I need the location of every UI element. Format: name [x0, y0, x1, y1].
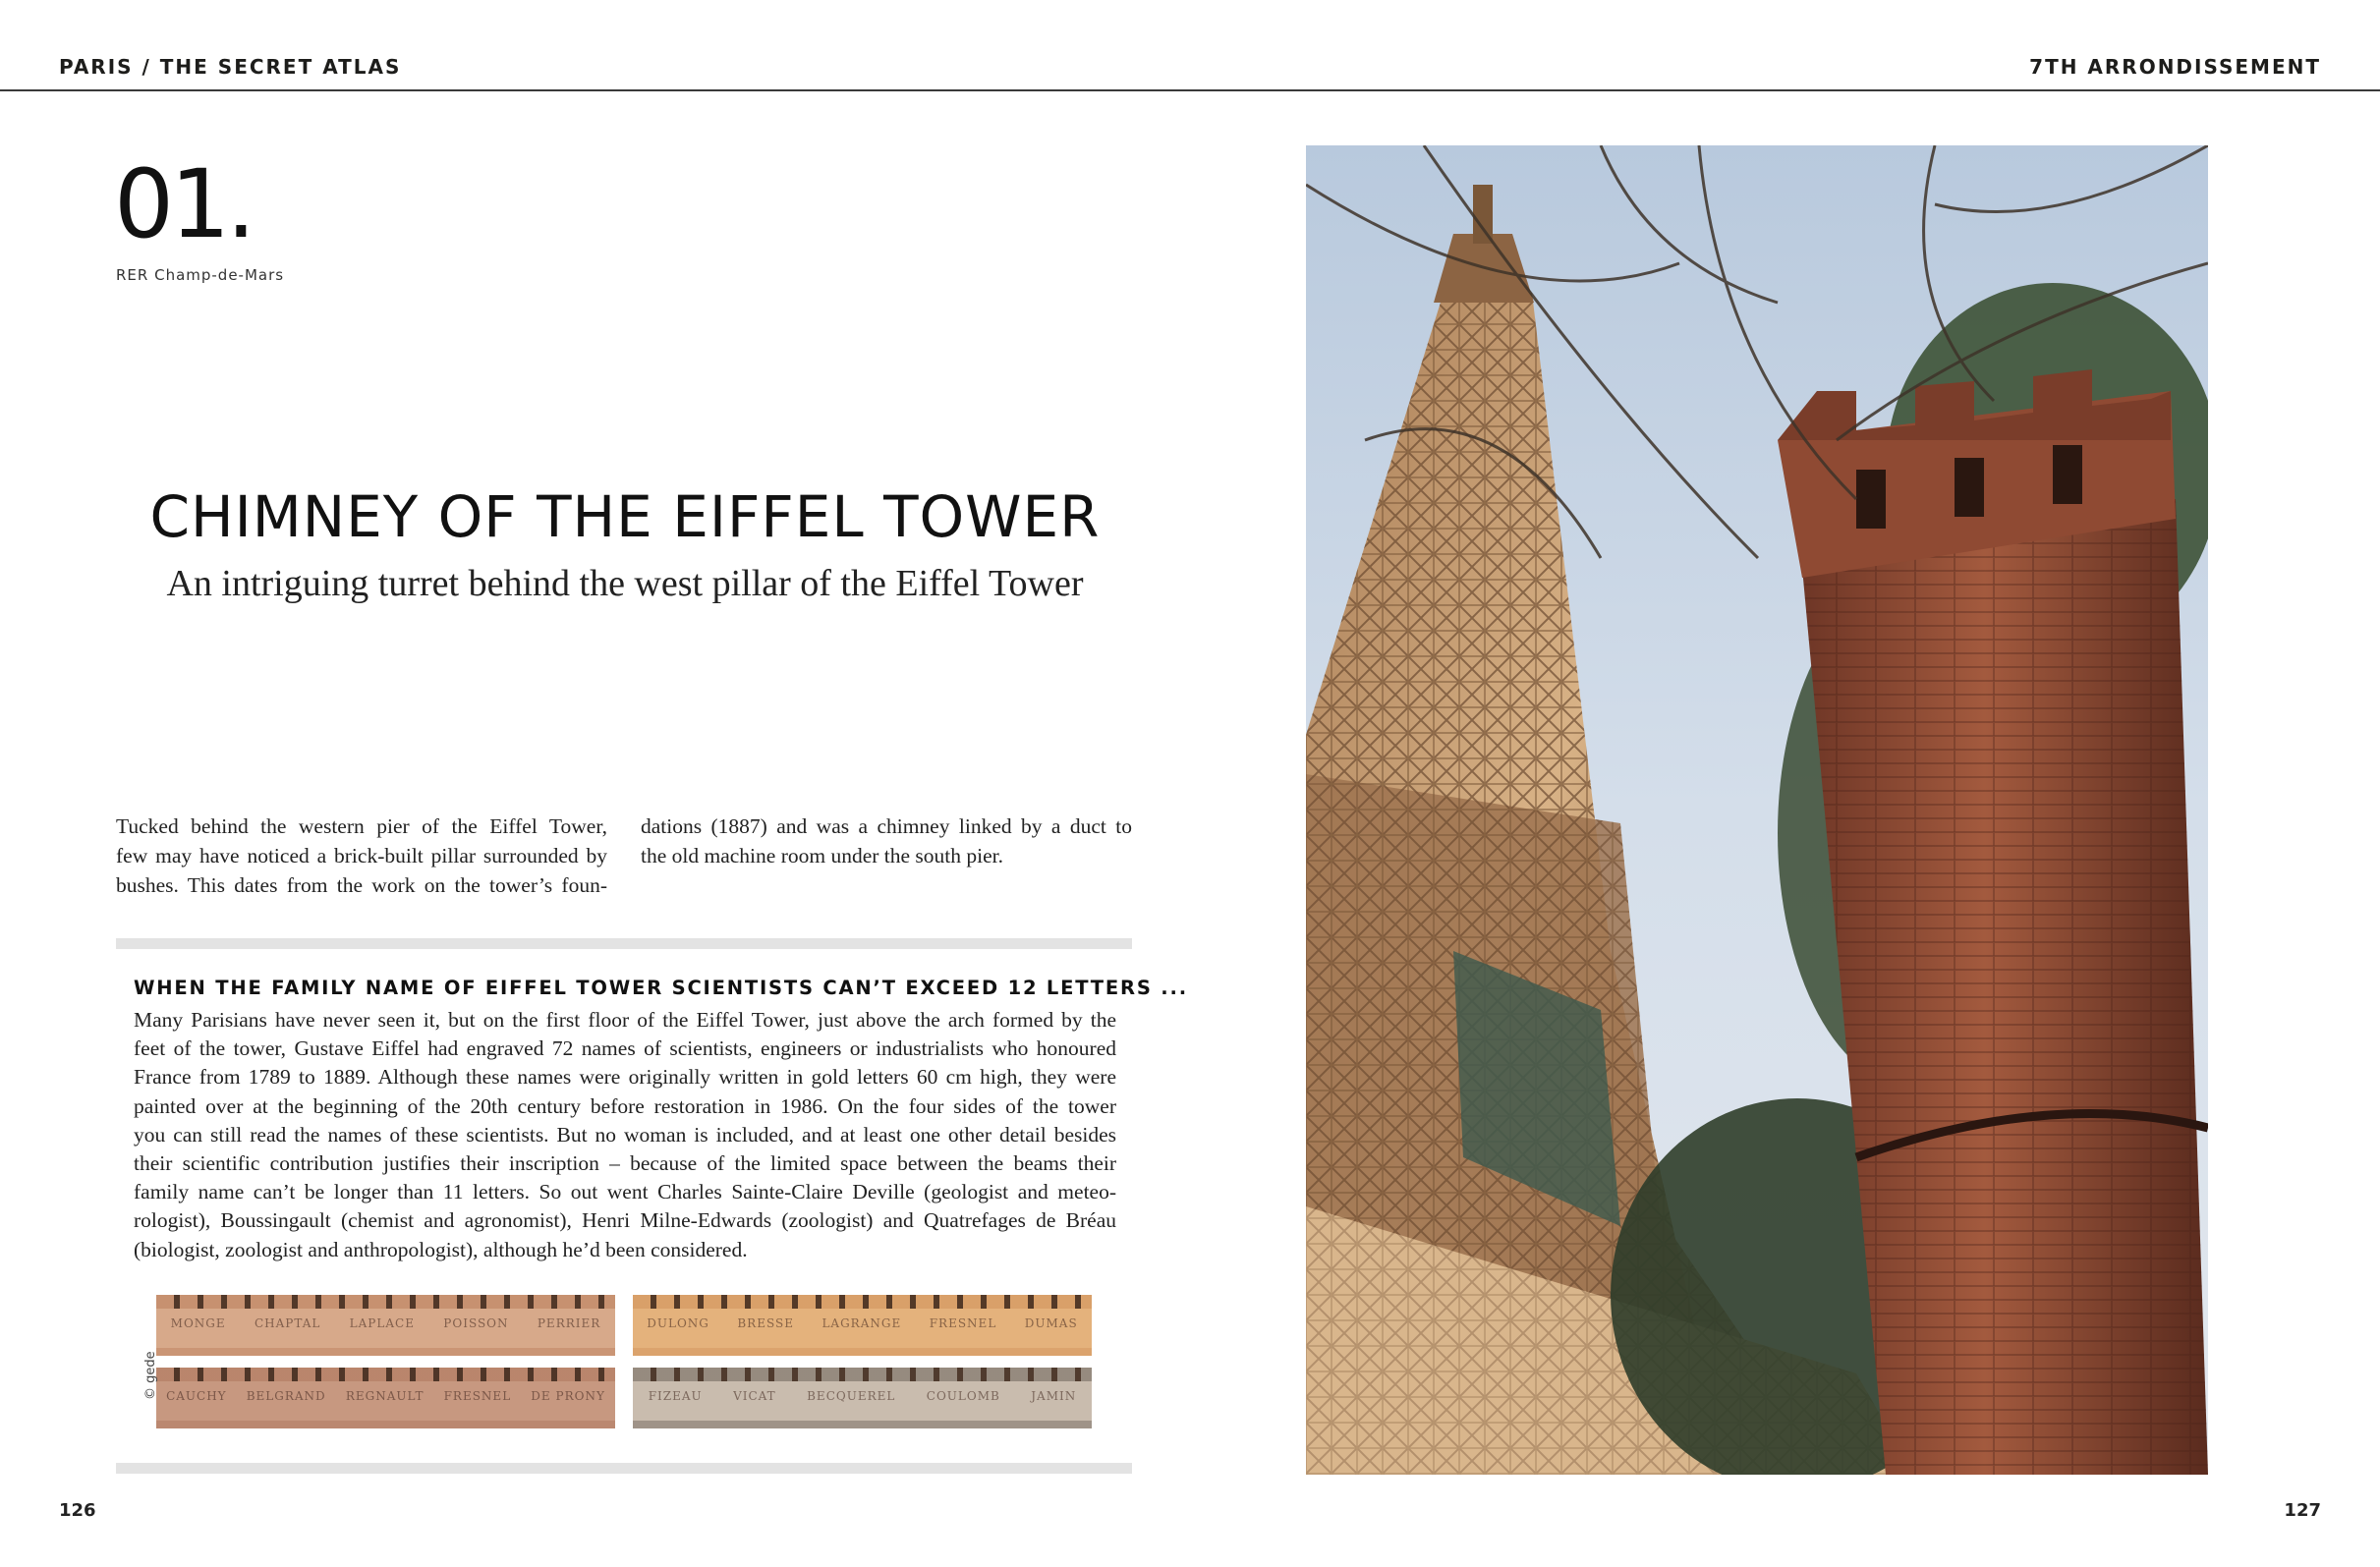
body-column-1: [116, 811, 607, 900]
box-line: (biologist, zoologist and anthropologist), although he’d been considered.: [134, 1237, 748, 1261]
box-heading: WHEN THE FAMILY NAME OF EIFFEL TOWER SCIENTISTS CAN’T EXCEED 12 LETTERS ...: [134, 977, 1188, 999]
engraved-name: BECQUEREL: [807, 1389, 896, 1403]
box-line: their scientific contribution justifies their inscription – because of the limited space between the beams their: [134, 1151, 1116, 1176]
engraved-name: VICAT: [733, 1389, 776, 1403]
box-line: you can still read the names of these scientists. But no woman is included, and at least one other detail besides: [134, 1122, 1116, 1147]
folio-right: 127: [2284, 1500, 2321, 1521]
box-line: Many Parisians have never seen it, but on the first floor of the Eiffel Tower, just above the arch formed by the: [134, 1008, 1116, 1032]
engraving-photo: [156, 1295, 615, 1356]
engraved-name: DUMAS: [1024, 1316, 1078, 1330]
page-subtitle: An intriguing turret behind the west pillar of the Eiffel Tower: [166, 563, 1084, 604]
engraved-name: DULONG: [647, 1316, 709, 1330]
body-column-2: [641, 811, 1132, 870]
header-rule: [0, 89, 2380, 91]
engraved-name: CAUCHY: [166, 1389, 227, 1403]
folio-left: 126: [59, 1500, 96, 1521]
engraved-name: JAMIN: [1031, 1389, 1077, 1403]
photo-credit: © gede: [143, 1351, 158, 1400]
engraved-name: FRESNEL: [929, 1316, 997, 1330]
box-body: [134, 1006, 1116, 1264]
body-line: bushes. This dates from the work on the tower’s foun-: [116, 873, 607, 897]
engraved-name: BRESSE: [737, 1316, 794, 1330]
engraving-photo: [633, 1368, 1092, 1428]
box-line: painted over at the beginning of the 20th century before restoration in 1986. On the four sides of the tower: [134, 1093, 1116, 1118]
box-top-bar: [116, 938, 1132, 949]
metro-station: RER Champ-de-Mars: [116, 266, 285, 284]
engraved-name: LAGRANGE: [822, 1316, 902, 1330]
page-title: CHIMNEY OF THE EIFFEL TOWER: [149, 483, 1101, 550]
engraved-name: REGNAULT: [345, 1389, 425, 1403]
running-head-left: PARIS / THE SECRET ATLAS: [59, 55, 402, 79]
box-line: France from 1789 to 1889. Although these names were originally written in gold letters 60 cm high, they were: [134, 1065, 1116, 1090]
engraved-name: FIZEAU: [648, 1389, 703, 1403]
engraved-name: FRESNEL: [443, 1389, 512, 1403]
box-line: rologist), Boussingault (chemist and agronomist), Henri Milne-Edwards (zoologist) and Quatrefages de Bréau: [134, 1208, 1116, 1233]
running-head-right: 7TH ARRONDISSEMENT: [2029, 55, 2321, 79]
engraved-name: POISSON: [443, 1316, 509, 1330]
box-line: feet of the tower, Gustave Eiffel had engraved 72 names of scientists, engineers or industrialists who honoured: [134, 1036, 1116, 1061]
engraved-name: BELGRAND: [246, 1389, 326, 1403]
body-line: few may have noticed a brick-built pillar surrounded by: [116, 844, 607, 867]
engraved-name: DE PRONY: [531, 1389, 605, 1403]
eiffel-chimney-illustration: [1306, 145, 2208, 1475]
body-line: Tucked behind the western pier of the Eiffel Tower,: [116, 814, 607, 838]
entry-number: 01.: [114, 149, 253, 259]
box-bottom-bar: [116, 1463, 1132, 1474]
engraved-name: MONGE: [170, 1316, 226, 1330]
eiffel-chimney-photo: [1306, 145, 2208, 1475]
engraved-name: CHAPTAL: [254, 1316, 321, 1330]
body-line: dations (1887) and was a chimney linked by a duct to: [641, 814, 1132, 838]
engraved-name: PERRIER: [537, 1316, 601, 1330]
body-line: the old machine room under the south pier.: [641, 844, 1003, 867]
box-line: family name can’t be longer than 11 letters. So out went Charles Sainte-Claire Deville (geologist and meteo-: [134, 1180, 1116, 1204]
engraving-photo: [633, 1295, 1092, 1356]
engraved-name: LAPLACE: [349, 1316, 415, 1330]
engraving-photo: [156, 1368, 615, 1428]
engraved-name: COULOMB: [926, 1389, 1000, 1403]
